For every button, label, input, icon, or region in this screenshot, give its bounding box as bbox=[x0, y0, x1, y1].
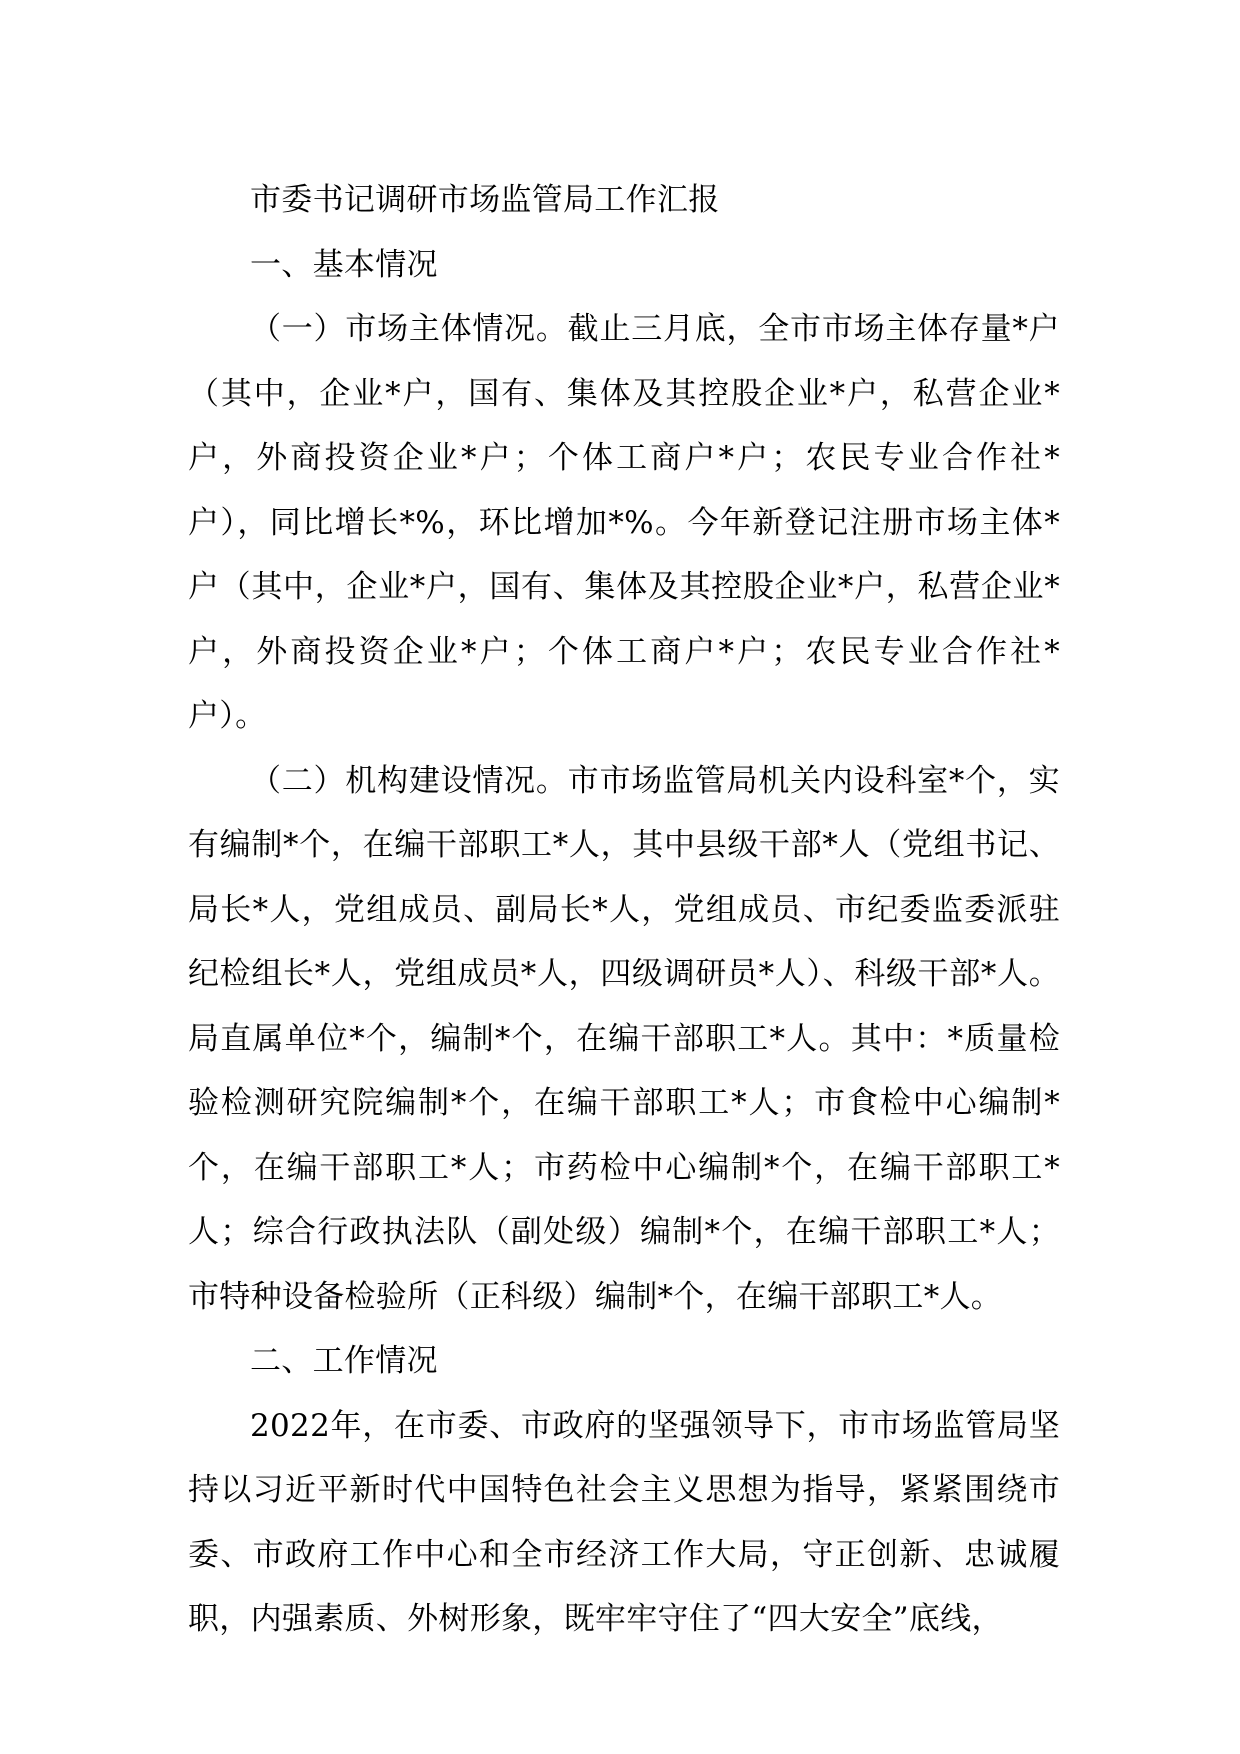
section-heading-basic: 一、基本情况 bbox=[250, 246, 438, 283]
paragraph-work-2022: 2022年，在市委、市政府的坚强领导下，市市场监管局坚持以习近平新时代中国特色社会主义思想为指导，紧紧围绕市委、市政府工作中心和全市经济工作大局，守正创新、忠诚履职，内强素质、外树形象，既牢牢守住了“四大安全”底线， bbox=[188, 1407, 1060, 1637]
document-body bbox=[188, 168, 1060, 1652]
section-heading-work: 二、工作情况 bbox=[250, 1343, 438, 1379]
document-title: 市委书记调研市场监管局工作汇报 bbox=[250, 182, 720, 218]
paragraph-market-entities: （一）市场主体情况。截止三月底，全市市场主体存量*户（其中，企业*户，国有、集体及其控股企业*户，私营企业*户，外商投资企业*户；个体工商户*户；农民专业合作社*户），同比增长*%，环比增加*%。今年新登记注册市场主体*户（其中，企业*户，国有、集体及其控股企业*户，私营企业*户，外商投资企业*户；个体工商户*户；农民专业合作社*户）。 bbox=[188, 311, 1060, 734]
paragraph-organization: （二）机构建设情况。市市场监管局机关内设科室*个，实有编制*个，在编干部职工*人，其中县级干部*人（党组书记、局长*人，党组成员、副局长*人，党组成员、市纪委监委派驻纪检组长*人，党组成员*人，四级调研员*人）、科级干部*人。局直属单位*个，编制*个，在编干部职工*人。其中：*质量检验检测研究院编制*个，在编干部职工*人；市食检中心编制*个，在编干部职工*人；市药检中心编制*个，在编干部职工*人；综合行政执法队（副处级）编制*个，在编干部职工*人；市特种设备检验所（正科级）编制*个，在编干部职工*人。 bbox=[188, 762, 1060, 1315]
